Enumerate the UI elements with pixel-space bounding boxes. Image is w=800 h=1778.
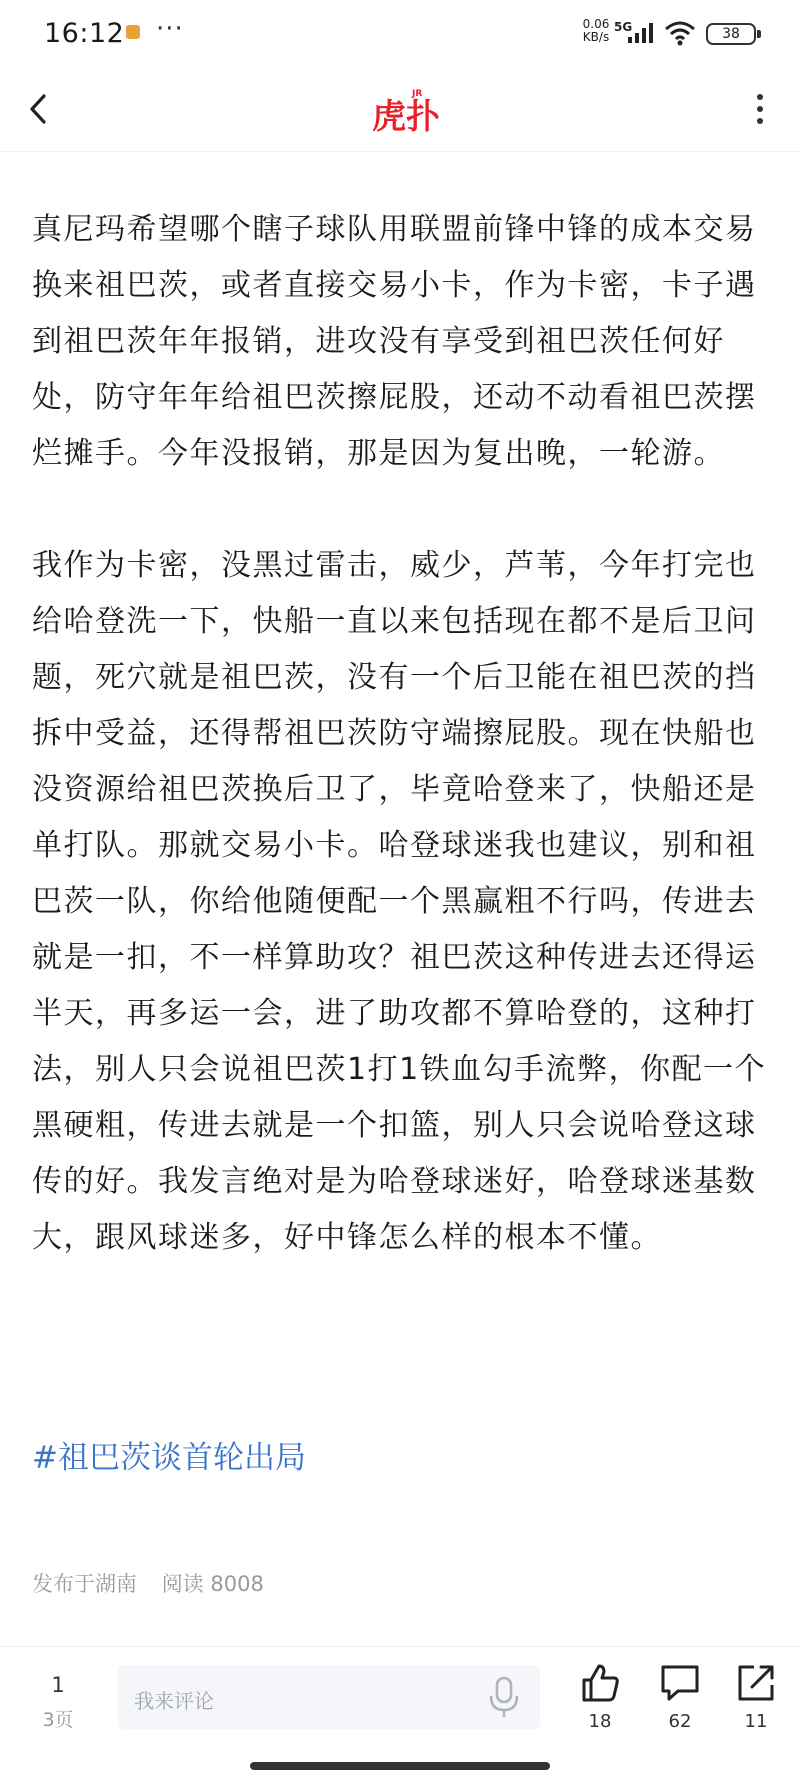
share-button[interactable] [726, 1661, 786, 1732]
home-indicator[interactable] [250, 1762, 550, 1770]
thumbs-up-icon [578, 1661, 622, 1705]
logo-badge: JR [412, 89, 423, 99]
post-meta [32, 1568, 264, 1598]
wifi-icon [664, 20, 696, 46]
article-paragraph: 真尼玛希望哪个瞎子球队用联盟前锋中锋的成本交易换来祖巴茨，或者直接交易小卡，作为卡密，卡子遇到祖巴茨年年报销，进攻没有享受到祖巴茨任何好处，防守年年给祖巴茨擦屁股，还动不动看祖巴茨摆烂摊手。今年没报销，那是因为复出晚，一轮游。 [32, 212, 757, 471]
logo-text: 虎扑 [372, 97, 440, 137]
like-button[interactable] [570, 1661, 630, 1732]
read-count: 阅读 8008 [161, 1572, 264, 1596]
signal-icon [626, 22, 656, 44]
comment-button[interactable] [650, 1661, 710, 1732]
comment-count: 62 [668, 1711, 692, 1732]
nav-bar [0, 68, 800, 152]
page-indicator[interactable] [28, 1673, 88, 1732]
post-location: 发布于湖南 [32, 1572, 137, 1596]
microphone-icon[interactable] [486, 1675, 522, 1719]
network-speed-unit: KB/s [582, 30, 610, 44]
status-time: 16:12 [44, 18, 125, 49]
back-button[interactable] [20, 84, 70, 134]
network-speed [578, 18, 614, 44]
article-body [32, 202, 772, 1266]
share-count: 11 [744, 1711, 768, 1732]
comment-placeholder: 我来评论 [134, 1689, 214, 1713]
page-current: 1 [51, 1673, 65, 1697]
more-options-button[interactable] [742, 84, 778, 134]
network-speed-value: 0.06 [582, 17, 610, 31]
battery-level: 38 [722, 26, 740, 42]
network-type: 5G [614, 20, 633, 34]
comment-input[interactable] [118, 1665, 540, 1729]
notification-icon [126, 25, 140, 39]
bottom-action-bar [0, 1646, 800, 1778]
comment-bubble-icon [658, 1661, 702, 1705]
share-icon [734, 1661, 778, 1705]
like-count: 18 [588, 1711, 612, 1732]
status-more: ··· [156, 14, 184, 44]
status-bar [0, 0, 800, 68]
topic-link[interactable]: #祖巴茨谈首轮出局 [32, 1440, 306, 1476]
back-arrow-icon [20, 84, 70, 134]
page-total: 3页 [42, 1709, 74, 1731]
article-paragraph: 我作为卡密，没黑过雷击，威少，芦苇，今年打完也给哈登洗一下，快船一直以来包括现在都不是后卫问题，死穴就是祖巴茨，没有一个后卫能在祖巴茨的挡拆中受益，还得帮祖巴茨防守端擦屁股。现在快船也没资源给祖巴茨换后卫了，毕竟哈登来了，快船还是单打队。那就交易小卡。哈登球迷我也建议，别和祖巴茨一队，你给他随便配一个黑赢粗不行吗，传进去就是一扣，不一样算助攻？祖巴茨这种传进去还得运半天，再多运一会，进了助攻都不算哈登的，这种打法，别人只会说祖巴茨1打1铁血勾手流弊，你配一个黑硬粗，传进去就是一个扣篮，别人只会说哈登这球传的好。我发言绝对是为哈登球迷好，哈登球迷基数大，跟风球迷多，好中锋怎么样的根本不懂。 [32, 548, 767, 1255]
battery-icon [706, 23, 756, 45]
hupu-logo [368, 82, 440, 138]
